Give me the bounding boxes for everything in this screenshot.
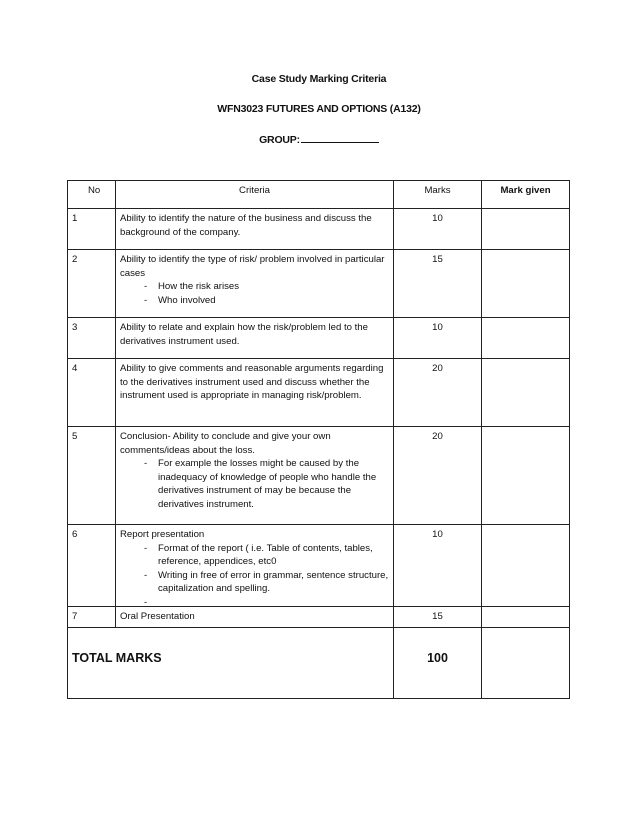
table-row <box>68 607 570 628</box>
row-criteria <box>116 359 394 427</box>
total-mark-given-cell[interactable] <box>482 627 570 698</box>
row-criteria <box>116 209 394 250</box>
row-marks: 15 <box>394 250 482 318</box>
mark-given-cell[interactable] <box>482 318 570 359</box>
criteria-text: Ability to identify the nature of the business and discuss the background of the company. <box>120 213 372 238</box>
total-marks: 100 <box>394 627 482 698</box>
criteria-sub-list <box>120 280 389 307</box>
criteria-sub-list <box>120 457 389 511</box>
criteria-sub-item: - Who involved <box>144 294 389 308</box>
row-marks: 20 <box>394 427 482 525</box>
row-number: 2 <box>68 250 116 318</box>
criteria-text: Ability to identify the type of risk/ problem involved in particular cases <box>120 254 385 279</box>
column-header-no: No <box>68 181 116 209</box>
criteria-text: Oral Presentation <box>120 611 195 622</box>
criteria-text: Conclusion- Ability to conclude and give your own comments/ideas about the loss. <box>120 431 331 456</box>
table-row <box>68 209 570 250</box>
row-number: 5 <box>68 427 116 525</box>
group-label: GROUP: <box>259 134 300 146</box>
row-criteria <box>116 525 394 607</box>
table-row <box>68 359 570 427</box>
row-criteria <box>116 250 394 318</box>
total-label: TOTAL MARKS <box>68 627 394 698</box>
mark-given-cell[interactable] <box>482 607 570 628</box>
document-title: Case Study Marking Criteria <box>251 73 387 85</box>
criteria-sub-list <box>120 542 389 596</box>
row-number: 7 <box>68 607 116 628</box>
row-marks: 10 <box>394 209 482 250</box>
criteria-sub-item: - How the risk arises <box>144 280 389 294</box>
criteria-sub-item: - Format of the report ( i.e. Table of contents, tables, reference, appendices, etc0 <box>144 542 389 569</box>
course-title: WFN3023 FUTURES AND OPTIONS (A132) <box>217 103 421 115</box>
column-header-criteria: Criteria <box>116 181 394 209</box>
criteria-text: Report presentation <box>120 529 205 540</box>
table-header-row <box>68 181 570 209</box>
row-criteria <box>116 318 394 359</box>
criteria-sub-item: - For example the losses might be caused by the inadequacy of knowledge of people who handle the derivatives instrument of may be because the derivatives instrument. <box>144 457 389 511</box>
criteria-text: Ability to relate and explain how the risk/problem led to the derivatives instrument used. <box>120 322 368 347</box>
criteria-sub-item: - Writing in free of error in grammar, sentence structure, capitalization and spelling. <box>144 569 389 596</box>
marking-criteria-table <box>67 180 570 699</box>
table-row <box>68 427 570 525</box>
column-header-marks: Marks <box>394 181 482 209</box>
mark-given-cell[interactable] <box>482 209 570 250</box>
mark-given-cell[interactable] <box>482 427 570 525</box>
row-criteria <box>116 427 394 525</box>
row-marks: 15 <box>394 607 482 628</box>
group-blank-line <box>301 132 379 143</box>
column-header-mark-given: Mark given <box>482 181 570 209</box>
row-number: 1 <box>68 209 116 250</box>
row-number: 6 <box>68 525 116 607</box>
row-marks: 10 <box>394 525 482 607</box>
mark-given-cell[interactable] <box>482 250 570 318</box>
row-criteria <box>116 607 394 628</box>
group-field <box>0 132 638 146</box>
criteria-text: Ability to give comments and reasonable arguments regarding to the derivatives instrument used and discuss whether the instrument used is appropriate in managing risk/problem. <box>120 363 384 401</box>
row-number: 4 <box>68 359 116 427</box>
row-marks: 20 <box>394 359 482 427</box>
table-row <box>68 250 570 318</box>
row-number: 3 <box>68 318 116 359</box>
row-marks: 10 <box>394 318 482 359</box>
total-row <box>68 627 570 698</box>
table-row <box>68 525 570 607</box>
mark-given-cell[interactable] <box>482 359 570 427</box>
mark-given-cell[interactable] <box>482 525 570 607</box>
table-row <box>68 318 570 359</box>
